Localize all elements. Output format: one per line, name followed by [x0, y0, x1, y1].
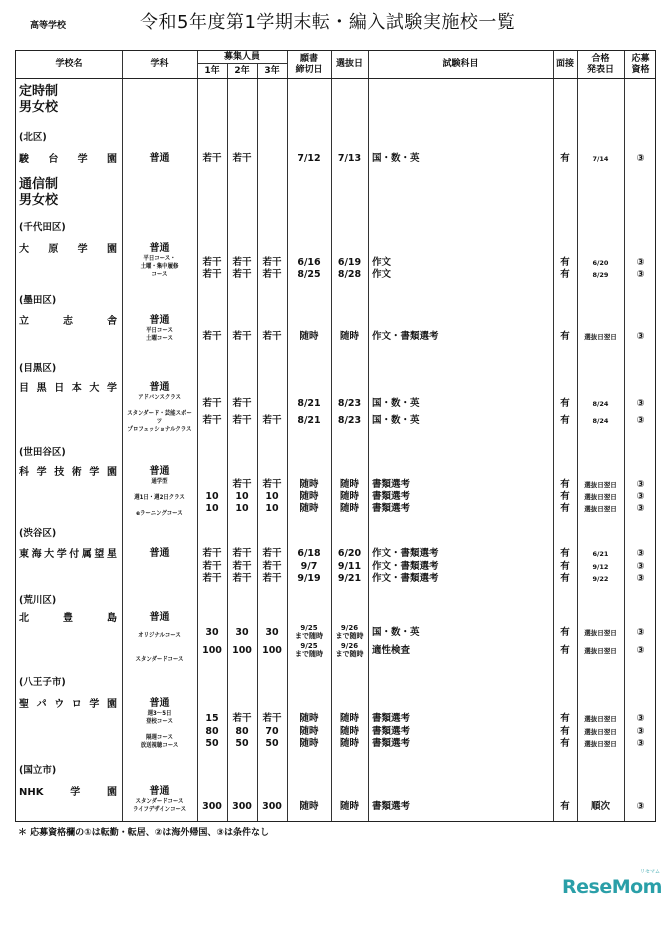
year3-cell: 若干: [262, 573, 282, 584]
category-row: [16, 78, 655, 123]
select-date-cell: 随時: [339, 503, 359, 514]
deadline-cell: 6/18: [297, 548, 321, 559]
subjects-cell: 作文: [372, 269, 392, 280]
course-name: スタンダードコース: [135, 656, 184, 663]
announce-date-cell: 順次: [590, 801, 610, 812]
qualification-cell: ③: [636, 573, 645, 584]
district-row: [16, 354, 655, 378]
school-name: 立志舎: [19, 316, 117, 327]
year2-cell: 10: [235, 491, 249, 502]
course-name: 土曜コース: [146, 335, 173, 342]
qualification-cell: ③: [636, 627, 645, 638]
page-title: 令和5年度第1学期末転・編入試験実施校一覧: [140, 12, 516, 33]
announce-date-cell: 選抜日翌日: [584, 715, 617, 723]
select-date-cell: 随時: [339, 738, 359, 749]
district-row: [16, 668, 655, 692]
exam-row: [16, 331, 655, 343]
interview-cell: 有: [560, 257, 570, 268]
qualification-cell: ③: [636, 645, 645, 656]
year1-cell: 10: [205, 491, 219, 502]
interview-cell: 有: [560, 713, 570, 724]
school-block: [16, 692, 655, 756]
interview-cell: 有: [560, 479, 570, 490]
deadline-cell: 随時: [299, 713, 319, 724]
announce-date-cell: 8/29: [592, 271, 609, 279]
year1-cell: 100: [202, 645, 222, 656]
year2-cell: 若干: [232, 479, 252, 490]
header-dept: 学科: [150, 59, 169, 69]
district-row: [16, 586, 655, 608]
select-date-cell: 8/23: [337, 415, 362, 426]
district-label: (世田谷区): [19, 447, 66, 458]
school-block: [16, 309, 655, 354]
qualification-cell: ③: [636, 415, 645, 426]
year3-cell: 若干: [262, 713, 282, 724]
table-header: [16, 51, 655, 79]
deadline-cell: 9/7: [300, 561, 318, 572]
category-label: 定時制 男女校: [19, 84, 59, 115]
header-year2: 2年: [234, 65, 250, 76]
qualification-cell: ③: [636, 726, 645, 737]
district-label: (八王子市): [19, 677, 66, 688]
exam-row: [16, 398, 655, 410]
year2-cell: 10: [235, 503, 249, 514]
resemom-logo: ReseMom: [562, 876, 662, 898]
select-date-cell: 随時: [339, 726, 359, 737]
select-date-cell: 9/21: [337, 573, 362, 584]
category-label: 通信制 男女校: [19, 177, 59, 208]
header-qualification: 応募 資格: [631, 53, 650, 75]
exam-row: [16, 573, 655, 585]
year2-cell: 若干: [232, 257, 252, 268]
announce-date-cell: 選抜日翌日: [584, 333, 617, 341]
year3-cell: 50: [265, 738, 279, 749]
select-date-cell: 随時: [339, 479, 359, 490]
deadline-cell: 随時: [299, 331, 319, 342]
district-label: (北区): [19, 132, 47, 143]
school-name: 東海大学付属望星: [19, 549, 117, 560]
course-name: コース: [151, 271, 168, 278]
announce-date-cell: 選抜日翌日: [584, 481, 617, 489]
announce-date-cell: 6/21: [592, 550, 609, 558]
year2-cell: 30: [235, 627, 249, 638]
deadline-cell: 随時: [299, 726, 319, 737]
course-name: 隔週コース: [146, 734, 173, 741]
footnote: ＊ 応募資格欄の①は転勤・転居、②は海外帰国、③は条件なし: [18, 828, 269, 838]
exam-row: [16, 479, 655, 491]
year2-cell: 300: [232, 801, 252, 812]
header-school: 学校名: [55, 59, 83, 69]
year3-cell: 若干: [262, 415, 282, 426]
subjects-cell: 作文: [372, 257, 392, 268]
district-row: [16, 123, 655, 148]
year2-cell: 若干: [232, 561, 252, 572]
select-date-cell: 8/23: [337, 398, 362, 409]
course-name: スタンダードコース: [135, 798, 184, 805]
district-label: (国立市): [19, 765, 57, 776]
subjects-cell: 適性検査: [372, 645, 411, 656]
year2-cell: 80: [235, 726, 249, 737]
district-row: [16, 519, 655, 542]
subjects-cell: 作文・書類選考: [372, 561, 439, 572]
year3-cell: 70: [265, 726, 279, 737]
school-block: [16, 608, 655, 668]
school-block: [16, 542, 655, 586]
exam-row: [16, 738, 655, 750]
deadline-cell: 随時: [299, 479, 319, 490]
header-announce: 合格 発表日: [586, 53, 614, 75]
year2-cell: 若干: [232, 548, 252, 559]
department-name: 普通: [149, 612, 170, 623]
deadline-cell: 9/25 まで随時: [295, 624, 323, 640]
year1-cell: 30: [205, 627, 219, 638]
exam-row: [16, 153, 655, 165]
district-label: (千代田区): [19, 222, 66, 233]
school-block: [16, 780, 655, 823]
exam-row: [16, 269, 655, 281]
logo-subtext: リセマム: [640, 869, 660, 875]
qualification-cell: ③: [636, 548, 645, 559]
announce-date-cell: 8/24: [592, 400, 609, 408]
select-date-cell: 7/13: [337, 153, 362, 164]
subjects-cell: 作文・書類選考: [372, 331, 439, 342]
course-name: ライフデザインコース: [132, 806, 187, 813]
select-date-cell: 随時: [339, 713, 359, 724]
interview-cell: 有: [560, 738, 570, 749]
header-year3: 3年: [264, 65, 280, 76]
select-date-cell: 随時: [339, 491, 359, 502]
district-label: (荒川区): [19, 595, 57, 606]
exam-row: [16, 548, 655, 560]
course-name: プロフェッショナルクラス: [127, 426, 192, 433]
deadline-cell: 7/12: [297, 153, 321, 164]
district-label: (目黒区): [19, 363, 57, 374]
header-select-date: 選抜日: [335, 59, 363, 69]
announce-date-cell: 選抜日翌日: [584, 728, 617, 736]
district-row: [16, 213, 655, 238]
interview-cell: 有: [560, 726, 570, 737]
interview-cell: 有: [560, 415, 570, 426]
exam-row: [16, 642, 655, 658]
interview-cell: 有: [560, 627, 570, 638]
subjects-cell: 国・数・英: [372, 153, 420, 164]
year1-cell: 若干: [202, 415, 222, 426]
year1-cell: 若干: [202, 153, 222, 164]
department-name: 普通: [149, 153, 170, 164]
announce-date-cell: 選抜日翌日: [584, 740, 617, 748]
subjects-cell: 作文・書類選考: [372, 548, 439, 559]
select-date-cell: 9/26 まで随時: [335, 642, 364, 658]
year2-cell: 若干: [232, 153, 252, 164]
exam-row: [16, 801, 655, 813]
department-name: 普通: [149, 698, 170, 709]
deadline-cell: 6/16: [297, 257, 321, 268]
deadline-cell: 8/21: [297, 398, 321, 409]
district-label: (渋谷区): [19, 528, 57, 539]
school-name: 目黒日本大学: [19, 383, 117, 394]
department-name: 普通: [149, 243, 170, 254]
header-deadline: 願書 締切日: [295, 53, 323, 75]
exam-row: [16, 624, 655, 640]
course-name: 土曜・集中履修: [140, 263, 179, 270]
category-row: [16, 171, 655, 213]
year3-cell: 若干: [262, 257, 282, 268]
qualification-cell: ③: [636, 713, 645, 724]
year3-cell: 若干: [262, 561, 282, 572]
school-type-label: 高等学校: [30, 21, 67, 31]
year3-cell: 30: [265, 627, 279, 638]
exam-row: [16, 713, 655, 725]
announce-date-cell: 選抜日翌日: [584, 493, 617, 501]
select-date-cell: 9/11: [337, 561, 362, 572]
qualification-cell: ③: [636, 503, 645, 514]
header-year1: 1年: [204, 65, 220, 76]
course-name: 週1日・週2日クラス: [134, 494, 185, 501]
school-block: [16, 378, 655, 438]
course-name: 登校コース: [146, 718, 173, 725]
subjects-cell: 書類選考: [372, 491, 411, 502]
interview-cell: 有: [560, 269, 570, 280]
exam-row: [16, 503, 655, 515]
course-name: 通学型: [151, 478, 168, 485]
table-body: [16, 78, 655, 823]
exam-row: [16, 257, 655, 269]
subjects-cell: 国・数・英: [372, 398, 420, 409]
header-recruit: 募集人員: [197, 51, 287, 64]
course-name: 平日コース・: [143, 255, 176, 262]
year1-cell: 若干: [202, 398, 222, 409]
school-block: [16, 148, 655, 171]
schools-table: [15, 50, 656, 822]
select-date-cell: 随時: [339, 331, 359, 342]
year1-cell: 若干: [202, 561, 222, 572]
qualification-cell: ③: [636, 738, 645, 749]
interview-cell: 有: [560, 331, 570, 342]
subjects-cell: 書類選考: [372, 503, 411, 514]
district-row: [16, 286, 655, 309]
school-name: 駿台学園: [19, 154, 117, 165]
announce-date-cell: 選抜日翌日: [584, 505, 617, 513]
district-label: (墨田区): [19, 295, 57, 306]
exam-row: [16, 415, 655, 427]
year3-cell: 300: [262, 801, 282, 812]
interview-cell: 有: [560, 645, 570, 656]
course-name: 平日コース: [146, 327, 173, 334]
announce-date-cell: 6/20: [592, 259, 609, 267]
year1-cell: 若干: [202, 573, 222, 584]
announce-date-cell: 8/24: [592, 417, 609, 425]
qualification-cell: ③: [636, 479, 645, 490]
announce-date-cell: 7/14: [592, 155, 609, 163]
exam-row: [16, 726, 655, 738]
year3-cell: 若干: [262, 331, 282, 342]
year2-cell: 50: [235, 738, 249, 749]
deadline-cell: 9/19: [297, 573, 321, 584]
deadline-cell: 8/21: [297, 415, 321, 426]
department-name: 普通: [149, 382, 170, 393]
year1-cell: 若干: [202, 269, 222, 280]
year3-cell: 10: [265, 503, 279, 514]
year3-cell: 100: [262, 645, 282, 656]
exam-row: [16, 561, 655, 573]
qualification-cell: ③: [636, 331, 645, 342]
school-name: 大原学園: [19, 244, 117, 255]
announce-date-cell: 選抜日翌日: [584, 647, 617, 655]
select-date-cell: 8/28: [337, 269, 362, 280]
year1-cell: 50: [205, 738, 219, 749]
course-name: 週3～5日: [147, 710, 172, 717]
interview-cell: 有: [560, 398, 570, 409]
interview-cell: 有: [560, 153, 570, 164]
course-name: オリジナルコース: [138, 632, 181, 639]
year3-cell: 若干: [262, 548, 282, 559]
subjects-cell: 書類選考: [372, 726, 411, 737]
year3-cell: 若干: [262, 479, 282, 490]
department-name: 普通: [149, 315, 170, 326]
department-name: 普通: [149, 466, 170, 477]
interview-cell: 有: [560, 801, 570, 812]
course-name: アドバンスクラス: [138, 394, 181, 401]
course-name: スタンダード・芸能スポーツ: [127, 410, 192, 425]
subjects-cell: 国・数・英: [372, 627, 420, 638]
announce-date-cell: 9/12: [592, 563, 609, 571]
year1-cell: 若干: [202, 331, 222, 342]
deadline-cell: 8/25: [297, 269, 321, 280]
school-name: 北豊島: [19, 613, 117, 624]
subjects-cell: 作文・書類選考: [372, 573, 439, 584]
department-name: 普通: [149, 548, 170, 559]
district-row: [16, 756, 655, 780]
school-block: [16, 461, 655, 519]
announce-date-cell: 9/22: [592, 575, 609, 583]
year1-cell: 80: [205, 726, 219, 737]
deadline-cell: 随時: [299, 738, 319, 749]
qualification-cell: ③: [636, 398, 645, 409]
year1-cell: 300: [202, 801, 222, 812]
qualification-cell: ③: [636, 269, 645, 280]
school-name: NHK学園: [19, 787, 117, 798]
year2-cell: 100: [232, 645, 252, 656]
year2-cell: 若干: [232, 398, 252, 409]
deadline-cell: 随時: [299, 491, 319, 502]
interview-cell: 有: [560, 573, 570, 584]
interview-cell: 有: [560, 491, 570, 502]
year3-cell: 10: [265, 491, 279, 502]
select-date-cell: 6/19: [337, 257, 362, 268]
district-row: [16, 438, 655, 461]
qualification-cell: ③: [636, 257, 645, 268]
year2-cell: 若干: [232, 415, 252, 426]
announce-date-cell: 選抜日翌日: [584, 629, 617, 637]
header-subjects: 試験科目: [442, 59, 479, 69]
year2-cell: 若干: [232, 269, 252, 280]
year1-cell: 10: [205, 503, 219, 514]
deadline-cell: 随時: [299, 801, 319, 812]
school-name: 聖パウロ学園: [19, 699, 117, 710]
qualification-cell: ③: [636, 491, 645, 502]
interview-cell: 有: [560, 503, 570, 514]
exam-row: [16, 491, 655, 503]
year2-cell: 若干: [232, 713, 252, 724]
header-interview: 面接: [555, 59, 574, 69]
qualification-cell: ③: [636, 153, 645, 164]
course-name: 放送視聴コース: [140, 742, 179, 749]
school-name: 科学技術学園: [19, 467, 117, 478]
year1-cell: 若干: [202, 257, 222, 268]
subjects-cell: 書類選考: [372, 713, 411, 724]
subjects-cell: 国・数・英: [372, 415, 420, 426]
department-name: 普通: [149, 786, 170, 797]
interview-cell: 有: [560, 561, 570, 572]
subjects-cell: 書類選考: [372, 479, 411, 490]
select-date-cell: 6/20: [337, 548, 362, 559]
year2-cell: 若干: [232, 573, 252, 584]
subjects-cell: 書類選考: [372, 738, 411, 749]
year1-cell: 15: [205, 713, 219, 724]
year2-cell: 若干: [232, 331, 252, 342]
interview-cell: 有: [560, 548, 570, 559]
subjects-cell: 書類選考: [372, 801, 411, 812]
course-name: eラーニングコース: [136, 510, 183, 517]
year3-cell: 若干: [262, 269, 282, 280]
year1-cell: 若干: [202, 548, 222, 559]
school-block: [16, 238, 655, 286]
deadline-cell: 9/25 まで随時: [295, 642, 323, 658]
select-date-cell: 随時: [339, 801, 359, 812]
select-date-cell: 9/26 まで随時: [335, 624, 364, 640]
qualification-cell: ③: [636, 561, 645, 572]
qualification-cell: ③: [636, 801, 645, 812]
deadline-cell: 随時: [299, 503, 319, 514]
